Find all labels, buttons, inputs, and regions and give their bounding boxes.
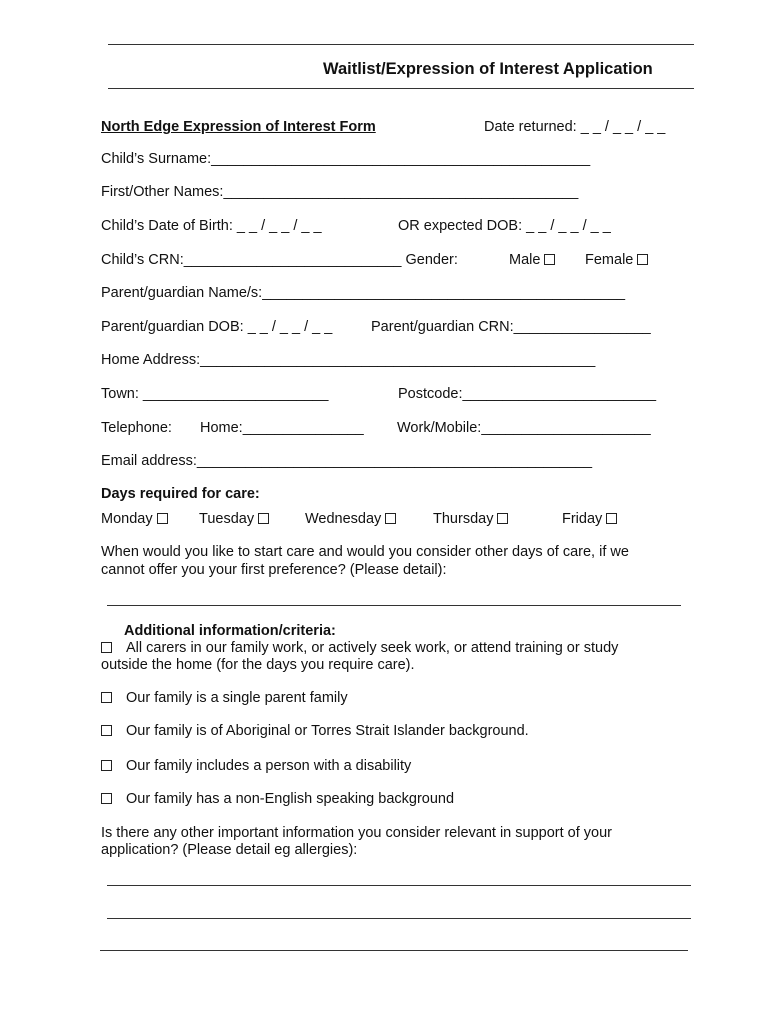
gender-male-checkbox[interactable] [544, 254, 555, 265]
child-crn-field[interactable]: Child’s CRN:___________________________ Gender: [101, 252, 458, 268]
day-option-monday[interactable] [101, 512, 168, 527]
criteria-checkbox[interactable] [101, 692, 112, 703]
other-info-question-line1: Is there any other important information you consider relevant in support of your [101, 825, 612, 841]
criteria-label: Our family includes a person with a disability [126, 758, 412, 774]
criteria-label: Our family has a non-English speaking background [126, 791, 455, 807]
work-mobile-field[interactable]: Work/Mobile:_____________________ [397, 420, 651, 436]
day-label: Friday [562, 511, 603, 527]
day-label: Wednesday [305, 511, 382, 527]
criteria-work-line2: outside the home (for the days you require care). [101, 657, 415, 673]
top-rule [108, 44, 694, 45]
parent-names-field[interactable]: Parent/guardian Name/s:_____________________________________________ [101, 285, 626, 301]
gender-female-option[interactable] [585, 253, 648, 268]
day-label: Monday [101, 511, 153, 527]
expected-dob-field[interactable]: OR expected DOB: _ _ / _ _ / _ _ [398, 218, 611, 234]
town-field[interactable]: Town: _______________________ [101, 386, 329, 402]
day-label: Thursday [433, 511, 494, 527]
parent-dob-field[interactable]: Parent/guardian DOB: _ _ / _ _ / _ _ [101, 319, 333, 335]
gender-female-checkbox[interactable] [637, 254, 648, 265]
day-checkbox[interactable] [385, 513, 396, 524]
other-info-answer-line-3[interactable] [100, 950, 688, 951]
gender-female-label: Female [585, 252, 634, 268]
criteria-checkbox[interactable] [101, 642, 112, 653]
other-info-answer-line-1[interactable] [107, 885, 691, 886]
day-checkbox[interactable] [497, 513, 508, 524]
day-checkbox[interactable] [157, 513, 168, 524]
parent-crn-field[interactable]: Parent/guardian CRN:_________________ [371, 319, 651, 335]
postcode-field[interactable]: Postcode:________________________ [398, 386, 657, 402]
day-option-tuesday[interactable] [199, 512, 269, 527]
criteria-item-aboriginal[interactable] [101, 724, 529, 739]
criteria-item-non-english[interactable] [101, 792, 454, 807]
criteria-item-single-parent[interactable] [101, 691, 348, 706]
child-surname-field[interactable]: Child’s Surname:_______________________________________________ [101, 151, 591, 167]
email-field[interactable]: Email address:_________________________________________________ [101, 453, 593, 469]
criteria-checkbox[interactable] [101, 793, 112, 804]
criteria-checkbox[interactable] [101, 760, 112, 771]
days-heading: Days required for care: [101, 486, 260, 502]
date-returned-field[interactable]: Date returned: _ _ / _ _ / _ _ [484, 119, 666, 135]
day-checkbox[interactable] [606, 513, 617, 524]
gender-male-label: Male [509, 252, 541, 268]
criteria-checkbox[interactable] [101, 725, 112, 736]
criteria-work-line1: All carers in our family work, or actively seek work, or attend training or study [126, 640, 619, 656]
home-address-field[interactable]: Home Address:_________________________________________________ [101, 352, 596, 368]
title-rule [108, 88, 694, 89]
telephone-label: Telephone: [101, 420, 172, 436]
other-info-question-line2: application? (Please detail eg allergies): [101, 842, 358, 858]
start-care-question-line1: When would you like to start care and would you consider other days of care, if we [101, 544, 629, 560]
start-care-answer-line[interactable] [107, 605, 681, 606]
day-option-wednesday[interactable] [305, 512, 396, 527]
additional-info-heading: Additional information/criteria: [124, 623, 336, 639]
other-info-answer-line-2[interactable] [107, 918, 691, 919]
home-phone-field[interactable]: Home:_______________ [200, 420, 364, 436]
day-option-friday[interactable] [562, 512, 617, 527]
form-name: North Edge Expression of Interest Form [101, 119, 376, 135]
child-dob-field[interactable]: Child’s Date of Birth: _ _ / _ _ / _ _ [101, 218, 322, 234]
first-names-field[interactable]: First/Other Names:____________________________________________ [101, 184, 579, 200]
start-care-question-line2: cannot offer you your first preference? (Please detail): [101, 562, 447, 578]
criteria-work-item[interactable] [101, 641, 618, 656]
page-title: Waitlist/Expression of Interest Application [323, 60, 653, 78]
day-option-thursday[interactable] [433, 512, 508, 527]
criteria-label: Our family is of Aboriginal or Torres Strait Islander background. [126, 723, 529, 739]
criteria-label: Our family is a single parent family [126, 690, 348, 706]
gender-male-option[interactable] [509, 253, 555, 268]
day-checkbox[interactable] [258, 513, 269, 524]
criteria-item-disability[interactable] [101, 759, 411, 774]
day-label: Tuesday [199, 511, 255, 527]
